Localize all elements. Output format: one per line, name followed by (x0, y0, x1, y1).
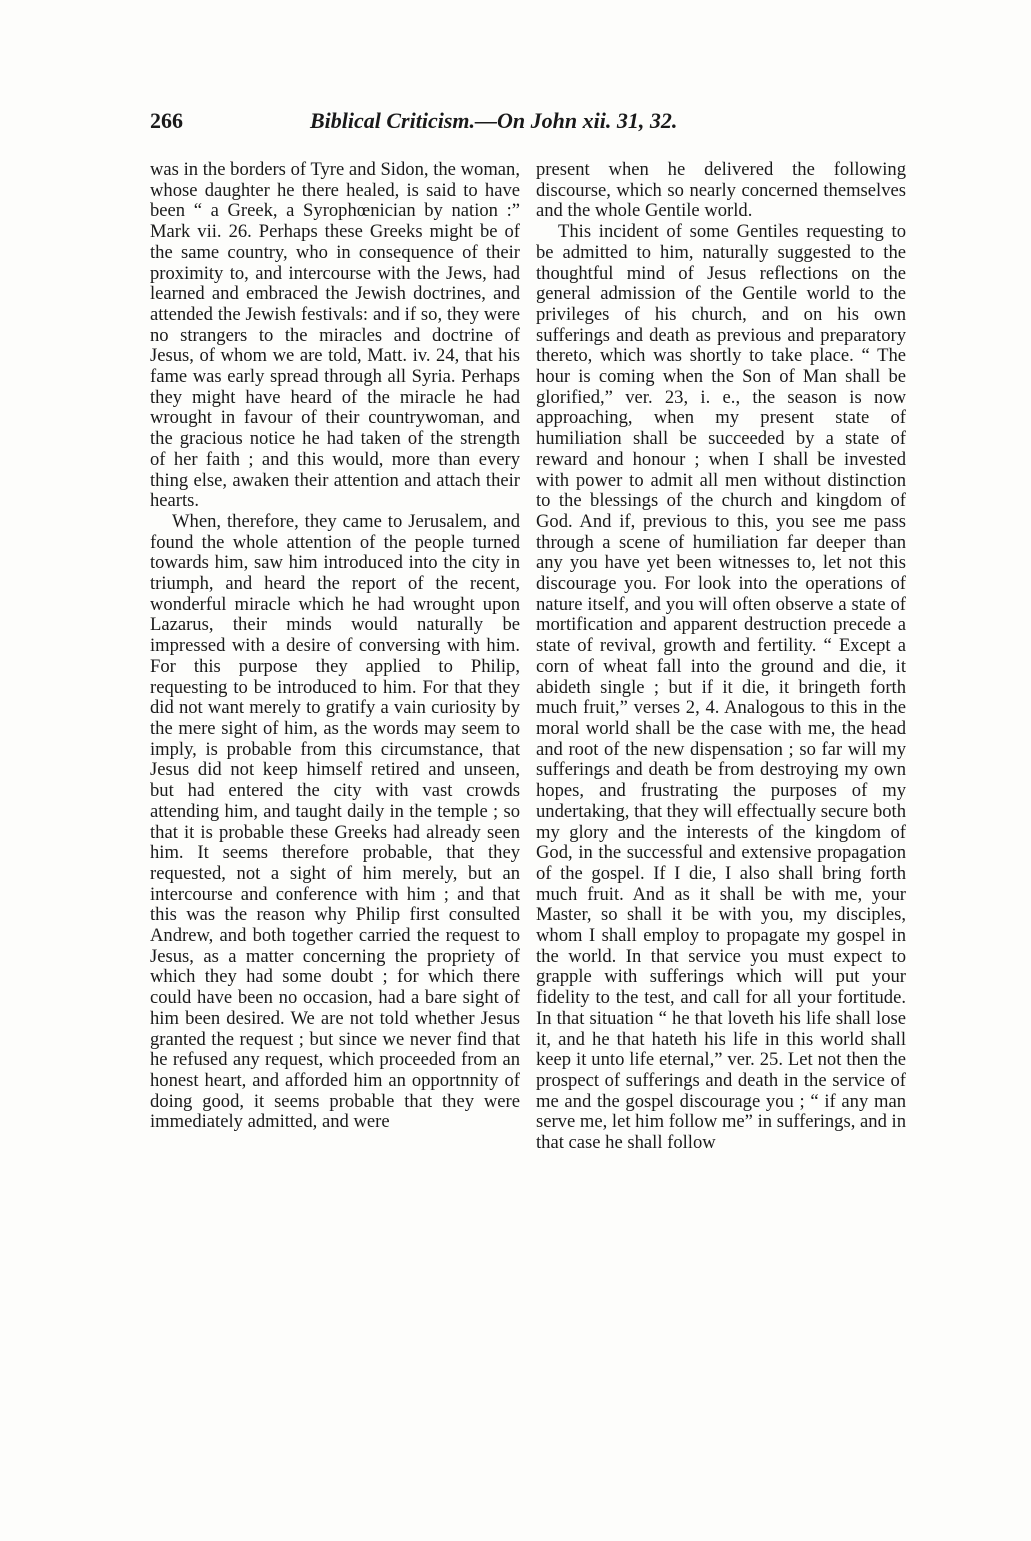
running-head (150, 108, 910, 142)
right-paragraph-2: This incident of some Gentiles requesting to be admitted to him, naturally suggested to the thoughtful mind of Jesus reflections on the general admission of the Gentile world to the privileges of his church, and on his own sufferings and death as previous and preparatory thereto, which was shortly to take place. “ The hour is coming when the Son of Man shall be glorified,” ver. 23, i. e., the season is now approaching, when my present state of humiliation shall be succeeded by a state of reward and honour ; when I shall be invested with power to admit all men without distinction to the blessings of the church and kingdom of God. And if, previous to this, you see me pass through a scene of humiliation far deeper than any you have yet been witnesses to, let not this discourage you. For look into the operations of nature itself, and you will often observe a state of mortification and apparent destruction precede a state of revival, growth and fertility. “ Except a corn of wheat fall into the ground and die, it abideth single ; but if it die, it bringeth forth much fruit,” verses 2, 4. Analogous to this in the moral world shall be the case with me, the head and root of the new dispensation ; so far will my sufferings and death be from destroying my own hopes, and frustrating the purposes of my undertaking, that they will effectually secure both my glory and the interests of the kingdom of God, in the successful and extensive propagation of the gospel. If I die, I also shall bring forth much fruit. And as it shall be with me, your Master, so shall it be with you, my disciples, whom I shall employ to propagate my gospel in the world. In that service you must expect to grapple with sufferings which will put your fidelity to the test, and call for all your fortitude. In that situation “ he that loveth his life shall lose it, and he that hateth his life in this world shall keep it unto life eternal,” ver. 25. Let not then the prospect of sufferings and death in the service of me and the gospel discourage you ; “ if any man serve me, let him follow me” in sufferings, and in that case he shall follow (536, 221, 906, 1154)
right-column (536, 160, 906, 1154)
left-paragraph-2: When, therefore, they came to Jerusalem, and found the whole attention of the people turned towards him, saw him introduced into the city in triumph, and heard the report of the recent, wonderful miracle which he had wrought upon Lazarus, their minds would naturally be impressed with a desire of conversing with him. For this purpose they applied to Philip, requesting to be introduced to him. For that they did not want merely to gratify a vain curiosity by the mere sight of him, as the words may seem to imply, is probable from this circumstance, that Jesus did not keep himself retired and unseen, but had entered the city with vast crowds attending him, and taught daily in the temple ; so that it is probable these Greeks had already seen him. It seems therefore probable, that they requested, not a sight of him merely, but an intercourse and conference with him ; and that this was the reason why Philip first consulted Andrew, and both together carried the request to Jesus, as a matter concerning the propriety of which they had some doubt ; for which there could have been no occasion, had a bare sight of him been desired. We are not told whether Jesus granted the request ; but since we never find that he refused any request, which proceeded from an honest heart, and afforded him an opportnnity of doing good, it seems probable that they were immediately admitted, and were (150, 510, 520, 1133)
page-number: 266 (150, 108, 183, 133)
left-column (150, 160, 520, 1133)
right-paragraph-1: present when he delivered the following discourse, which so nearly concerned themselves and the whole Gentile world. (536, 159, 906, 222)
running-title: Biblical Criticism.—On John xii. 31, 32. (310, 108, 678, 133)
left-paragraph-1: was in the borders of Tyre and Sidon, the woman, whose daughter he there healed, is said to have been “ a Greek, a Syrophœnician by nation :” Mark vii. 26. Perhaps these Greeks might be of the same country, who in consequence of their proximity to, and intercourse with the Jews, had learned and embraced the Jewish doctrines, and attended the Jewish festivals: and if so, they were no strangers to the miracles and doctrine of Jesus, of whom we are told, Matt. iv. 24, that his fame was early spread through all Syria. Perhaps they might have heard of the miracle he had wrought in favour of their countrywoman, and the gracious notice he had taken of the strength of her faith ; and this would, more than every thing else, awaken their attention and attach their hearts. (150, 159, 520, 512)
